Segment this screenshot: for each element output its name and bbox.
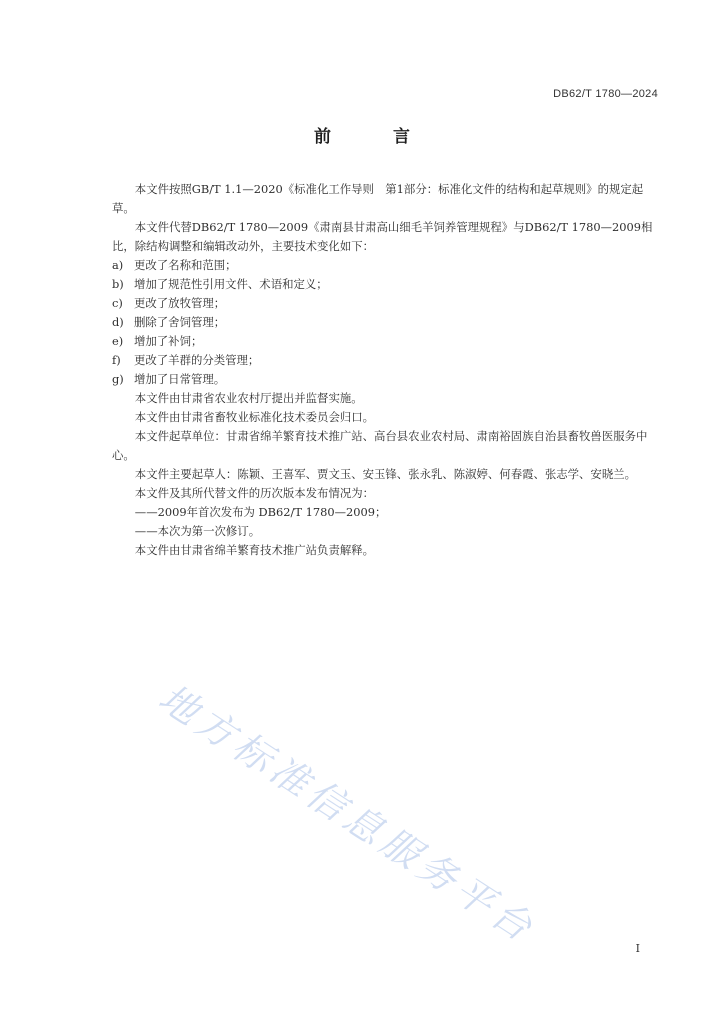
list-item — [112, 313, 660, 332]
list-text: 增加了补饲； — [134, 334, 203, 348]
page-number: I — [635, 942, 640, 955]
changes-list — [112, 256, 660, 389]
paragraph-proposer: 本文件由甘肃省农业农村厅提出并监督实施。 — [134, 391, 363, 405]
paragraph-drafting-rule: 本文件按照GB/T 1.1—2020《标准化工作导则 第1部分：标准化文件的结构和起草规则》的规定起草。 — [112, 182, 644, 215]
paragraph-committee: 本文件由甘肃省畜牧业标准化技术委员会归口。 — [134, 410, 375, 424]
list-marker: f) — [112, 353, 121, 367]
paragraph-drafting-units: 本文件起草单位：甘肃省绵羊繁育技术推广站、高台县农业农村局、肃南裕固族自治县畜牧兽医服务中心。 — [112, 429, 648, 462]
page-title: 前 言 — [314, 127, 438, 147]
paragraph-history-first: ——2009年首次发布为 DB62/T 1780—2009； — [134, 505, 387, 519]
paragraph-interpretation: 本文件由甘肃省绵羊繁育技术推广站负责解释。 — [134, 543, 375, 557]
list-text: 增加了日常管理。 — [134, 372, 226, 386]
watermark: 地方标准信息服务平台 — [151, 675, 545, 953]
list-item — [112, 370, 660, 389]
list-item — [112, 275, 660, 294]
list-marker: g) — [112, 372, 124, 386]
foreword-body — [112, 180, 660, 560]
list-text: 更改了名称和范围； — [134, 258, 237, 272]
list-text: 更改了羊群的分类管理； — [134, 353, 260, 367]
list-text: 更改了放牧管理； — [134, 296, 226, 310]
standard-code: DB62/T 1780—2024 — [553, 88, 658, 100]
list-marker: e) — [112, 334, 124, 348]
paragraph-replaces: 本文件代替DB62/T 1780—2009《肃南县甘肃高山细毛羊饲养管理规程》与DB62/T 1780—2009相比，除结构调整和编辑改动外，主要技术变化如下： — [112, 220, 653, 253]
list-marker: c) — [112, 296, 123, 310]
list-item — [112, 332, 660, 351]
list-item — [112, 294, 660, 313]
list-marker: d) — [112, 315, 124, 329]
paragraph-history-intro: 本文件及其所代替文件的历次版本发布情况为： — [134, 486, 375, 500]
list-text: 删除了舍饲管理； — [134, 315, 226, 329]
list-marker: a) — [112, 258, 124, 272]
paragraph-history-revision: ——本次为第一次修订。 — [134, 524, 261, 538]
list-item — [112, 351, 660, 370]
list-text: 增加了规范性引用文件、术语和定义； — [134, 277, 328, 291]
list-item — [112, 256, 660, 275]
list-marker: b) — [112, 277, 124, 291]
paragraph-drafters: 本文件主要起草人：陈颖、王喜军、贾文玉、安玉锋、张永乳、陈淑婷、何春霞、张志学、安晓兰。 — [134, 467, 636, 481]
